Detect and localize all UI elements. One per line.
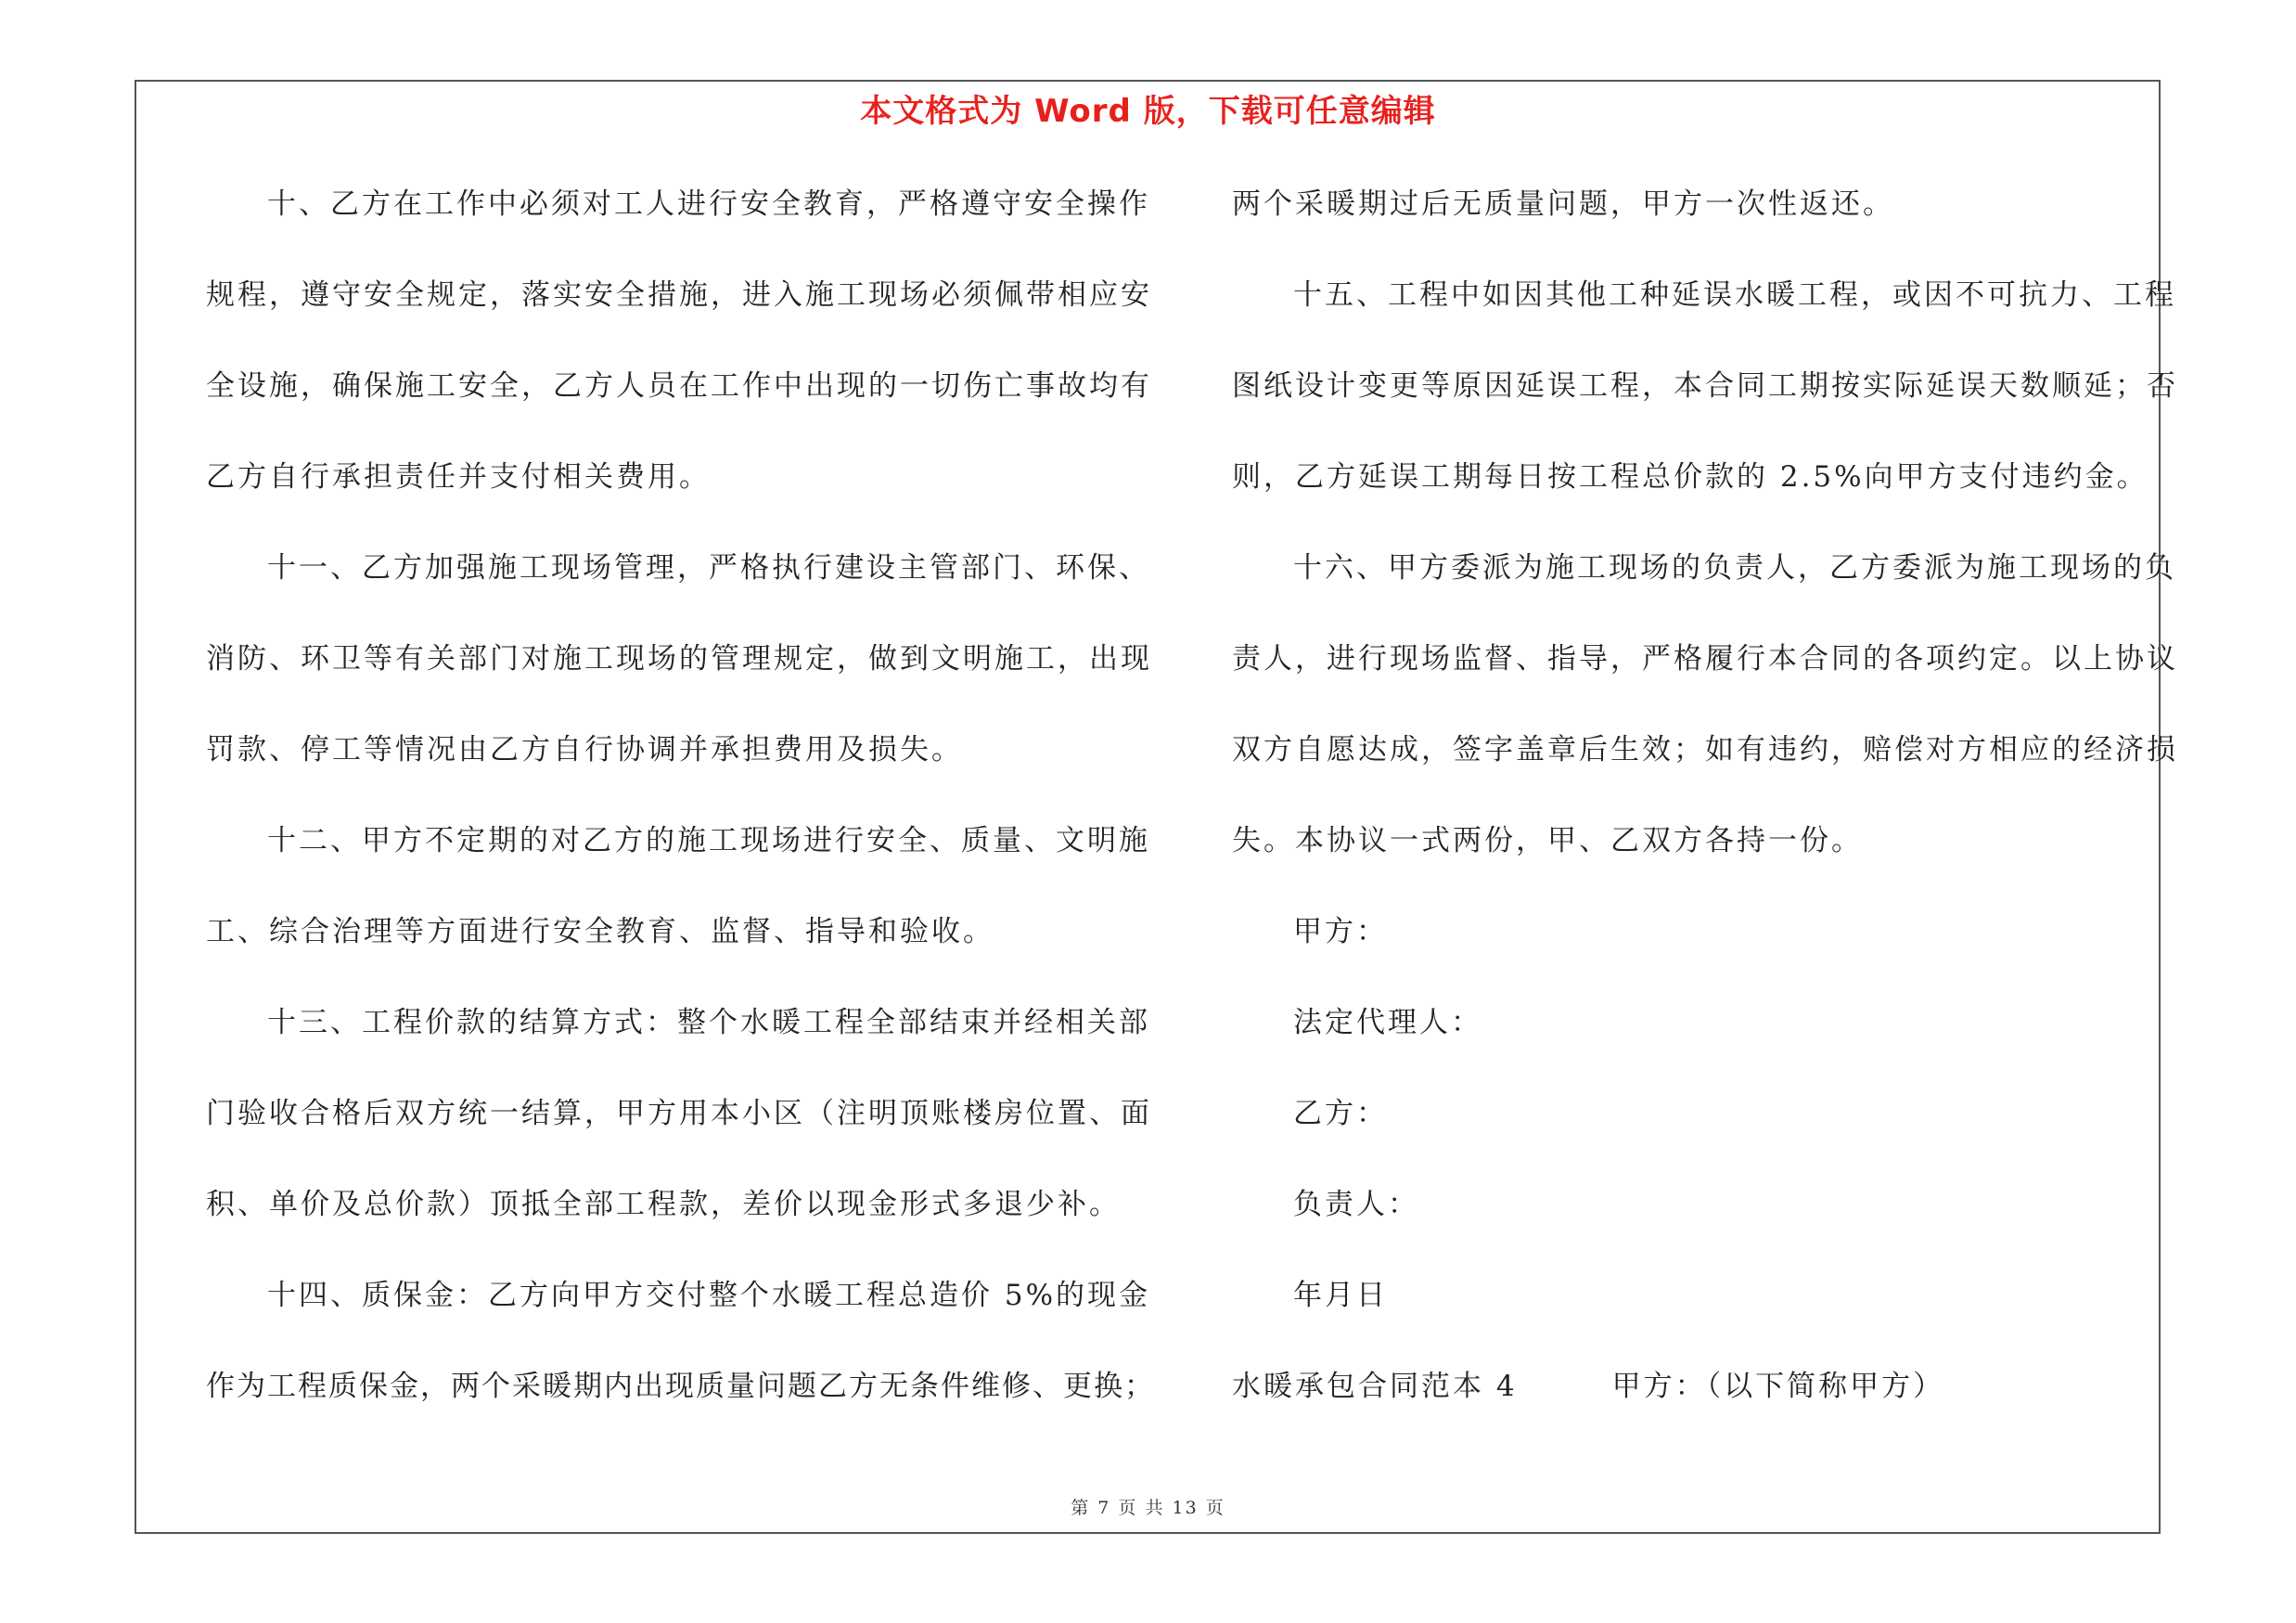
- paragraph-line: 消防、环卫等有关部门对施工现场的管理规定，做到文明施工，出现: [206, 642, 1152, 676]
- paragraph-line: 则，乙方延误工期每日按工程总价款的 2.5%向甲方支付违约金。: [1232, 460, 2148, 494]
- signature-date: 年月日: [1293, 1279, 1388, 1312]
- paragraph-line: 十三、工程价款的结算方式：整个水暖工程全部结束并经相关部: [267, 1006, 1150, 1039]
- paragraph-line: 十四、质保金：乙方向甲方交付整个水暖工程总造价 5%的现金: [267, 1279, 1151, 1312]
- signature-party-a: 甲方：: [1293, 915, 1388, 948]
- paragraph-line: 罚款、停工等情况由乙方自行协调并承担费用及损失。: [206, 733, 963, 766]
- signature-legal-representative: 法定代理人：: [1293, 1006, 1482, 1039]
- paragraph-line: 十六、甲方委派为施工现场的负责人，乙方委派为施工现场的负: [1293, 551, 2176, 585]
- signature-party-b: 乙方：: [1293, 1097, 1388, 1130]
- paragraph-line: 图纸设计变更等原因延误工程，本合同工期按实际延误天数顺延；否: [1232, 369, 2178, 403]
- paragraph-line: 失。本协议一式两份，甲、乙双方各持一份。: [1232, 824, 1863, 857]
- paragraph-line: 乙方自行承担责任并支付相关费用。: [206, 460, 711, 494]
- paragraph-line: 规程，遵守安全规定，落实安全措施，进入施工现场必须佩带相应安: [206, 278, 1152, 312]
- format-banner: 本文格式为 Word 版，下载可任意编辑: [860, 93, 1436, 130]
- paragraph-line: 全设施，确保施工安全，乙方人员在工作中出现的一切伤亡事故均有: [206, 369, 1152, 403]
- next-template-heading: 水暖承包合同范本 4 甲方：（以下简称甲方）: [1232, 1370, 1945, 1403]
- paragraph-line: 双方自愿达成，签字盖章后生效；如有违约，赔偿对方相应的经济损: [1232, 733, 2178, 766]
- paragraph-line: 十五、工程中如因其他工种延误水暖工程，或因不可抗力、工程: [1293, 278, 2176, 312]
- paragraph-line: 十二、甲方不定期的对乙方的施工现场进行安全、质量、文明施: [267, 824, 1150, 857]
- paragraph-line: 十一、乙方加强施工现场管理，严格执行建设主管部门、环保、: [267, 551, 1150, 585]
- page-number: 第 7 页 共 13 页: [1071, 1498, 1225, 1518]
- paragraph-line: 两个采暖期过后无质量问题，甲方一次性返还。: [1232, 187, 1894, 221]
- paragraph-line: 作为工程质保金，两个采暖期内出现质量问题乙方无条件维修、更换；: [206, 1370, 1155, 1403]
- paragraph-line: 工、综合治理等方面进行安全教育、监督、指导和验收。: [206, 915, 994, 948]
- paragraph-line: 门验收合格后双方统一结算，甲方用本小区（注明顶账楼房位置、面: [206, 1097, 1152, 1130]
- signature-person-in-charge: 负责人：: [1293, 1188, 1419, 1221]
- paragraph-line: 责人，进行现场监督、指导，严格履行本合同的各项约定。以上协议: [1232, 642, 2178, 676]
- paragraph-line: 十、乙方在工作中必须对工人进行安全教育，严格遵守安全操作: [267, 187, 1150, 221]
- paragraph-line: 积、单价及总价款）顶抵全部工程款，差价以现金形式多退少补。: [206, 1188, 1121, 1221]
